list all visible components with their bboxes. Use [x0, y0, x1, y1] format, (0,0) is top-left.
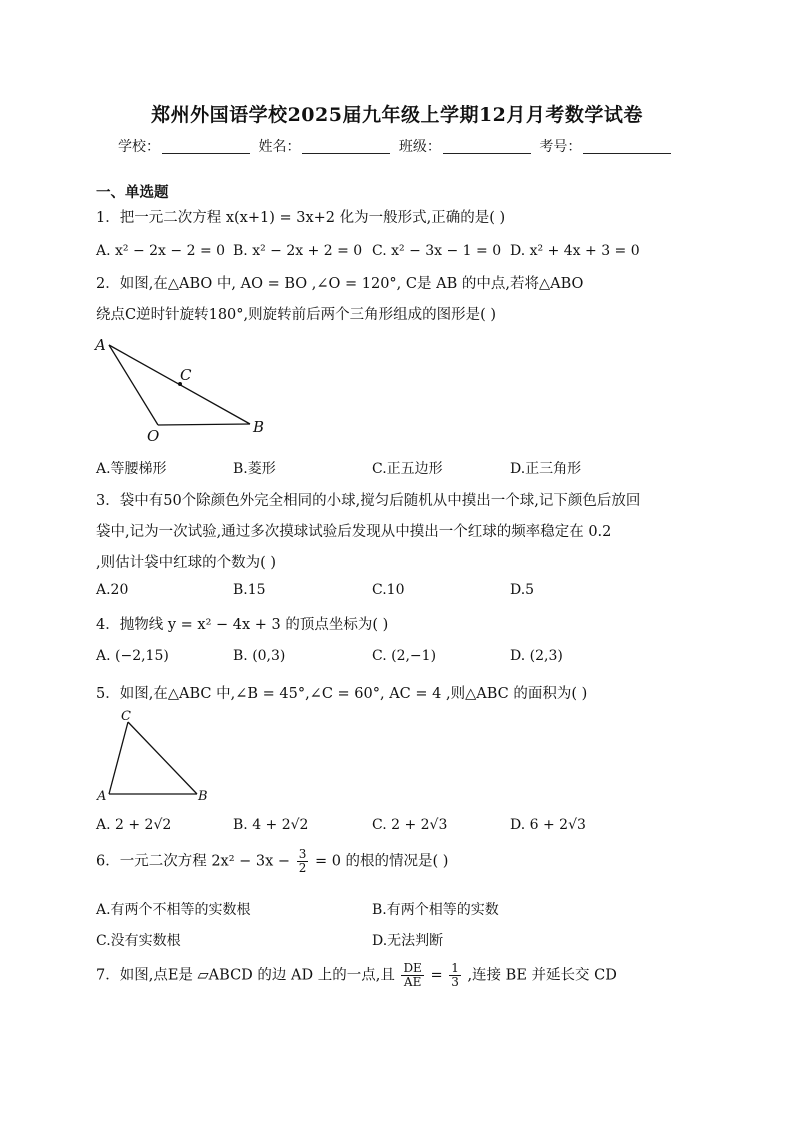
- question-3-stem-line3: ,则估计袋中红球的个数为( ): [96, 555, 277, 571]
- q6-frac-numerator: 3: [298, 847, 307, 861]
- q6-frac-denominator: 2: [298, 861, 307, 875]
- q6-stem-post: = 0 的根的情况是( ): [314, 853, 449, 870]
- segment-cb: [128, 722, 197, 794]
- question-6-stem: [96, 848, 448, 875]
- q7-stem-post: ,连接 BE 并延长交 CD: [467, 967, 617, 984]
- q6-fraction: [297, 848, 309, 875]
- label-c: C: [180, 366, 192, 384]
- q2-triangle-figure: [90, 330, 280, 450]
- question-3-stem-line1: 3．袋中有50个除颜色外完全相同的小球,搅匀后随机从中摸出一个球,记下颜色后放回: [96, 493, 641, 509]
- q1-option-c: C. x² − 3x − 1 = 0: [372, 243, 502, 259]
- q5-triangle-figure: [90, 706, 220, 806]
- q4-option-d: D. (2,3): [510, 648, 563, 664]
- name-label: 姓名：: [258, 139, 301, 155]
- q5-option-c: C. 2 + 2√3: [372, 817, 448, 833]
- q4-option-a: A. (−2,15): [96, 648, 169, 664]
- segment-ca: [109, 722, 128, 794]
- section-heading: 一、单选题: [96, 184, 169, 201]
- label-b: B: [253, 418, 265, 436]
- q2-option-b: B.菱形: [233, 461, 276, 477]
- q2-option-a: A.等腰梯形: [96, 461, 167, 477]
- label-b: B: [198, 789, 208, 804]
- q7-frac-numerator: DE: [403, 961, 422, 975]
- number-blank[interactable]: [583, 139, 671, 154]
- class-label: 班级：: [398, 139, 441, 155]
- class-blank[interactable]: [443, 139, 531, 154]
- label-c: C: [121, 709, 131, 724]
- q6-option-a: A.有两个不相等的实数根: [96, 902, 251, 918]
- q1-option-d: D. x² + 4x + 3 = 0: [510, 243, 640, 259]
- q5-option-a: A. 2 + 2√2: [96, 817, 172, 833]
- segment-ao: [109, 345, 158, 425]
- q6-stem-pre: 6．一元二次方程 2x² − 3x −: [96, 853, 291, 870]
- question-2-stem-line2: 绕点C逆时针旋转180°,则旋转前后两个三角形组成的图形是( ): [96, 307, 497, 323]
- q1-option-b: B. x² − 2x + 2 = 0: [233, 243, 363, 259]
- question-1-stem: 1．把一元二次方程 x(x+1) = 3x+2 化为一般形式,正确的是( ): [96, 210, 506, 226]
- segment-ob: [158, 424, 250, 425]
- name-blank[interactable]: [302, 139, 390, 154]
- q2-option-d: D.正三角形: [510, 461, 582, 477]
- label-o: O: [147, 427, 160, 445]
- question-5-stem: 5．如图,在△ABC 中,∠B = 45°,∠C = 60°, AC = 4 ,则△ABC 的面积为( ): [96, 686, 588, 702]
- q7-fraction-de-ae: [401, 962, 423, 989]
- q6-option-b: B.有两个相等的实数: [372, 902, 499, 918]
- number-label: 考号：: [539, 139, 582, 155]
- question-2-stem-line1: 2．如图,在△ABO 中, AO = BO ,∠O = 120°, C是 AB 的中点,若将△ABO: [96, 276, 584, 292]
- q7-frac-denominator: AE: [403, 975, 422, 989]
- q6-option-c: C.没有实数根: [96, 933, 181, 949]
- q7-equals: =: [430, 967, 443, 984]
- q4-option-b: B. (0,3): [233, 648, 286, 664]
- q6-option-d: D.无法判断: [372, 933, 444, 949]
- school-blank[interactable]: [162, 139, 250, 154]
- label-a: A: [97, 789, 107, 804]
- page-title: 郑州外国语学校2025届九年级上学期12月月考数学试卷: [151, 104, 643, 126]
- q5-option-b: B. 4 + 2√2: [233, 817, 309, 833]
- q5-option-d: D. 6 + 2√3: [510, 817, 586, 833]
- label-a: A: [95, 336, 106, 354]
- student-info-line: [118, 136, 675, 156]
- q7-fraction-one-third: [449, 962, 461, 989]
- question-3-stem-line2: 袋中,记为一次试验,通过多次摸球试验后发现从中摸出一个红球的频率稳定在 0.2: [96, 524, 612, 540]
- q3-option-a: A.20: [96, 582, 129, 598]
- q3-option-c: C.10: [372, 582, 405, 598]
- question-4-stem: 4．抛物线 y = x² − 4x + 3 的顶点坐标为( ): [96, 617, 389, 633]
- q3-option-d: D.5: [510, 582, 535, 598]
- school-label: 学校：: [118, 139, 160, 155]
- q1-option-a: A. x² − 2x − 2 = 0: [96, 243, 226, 259]
- q7-stem-pre: 7．如图,点E是 ▱ABCD 的边 AD 上的一点,且: [96, 967, 395, 984]
- q3-option-b: B.15: [233, 582, 266, 598]
- q4-option-c: C. (2,−1): [372, 648, 437, 664]
- q7-frac2-denominator: 3: [451, 975, 459, 989]
- q2-option-c: C.正五边形: [372, 461, 443, 477]
- q7-frac2-numerator: 1: [451, 961, 459, 975]
- question-7-stem: [96, 962, 617, 989]
